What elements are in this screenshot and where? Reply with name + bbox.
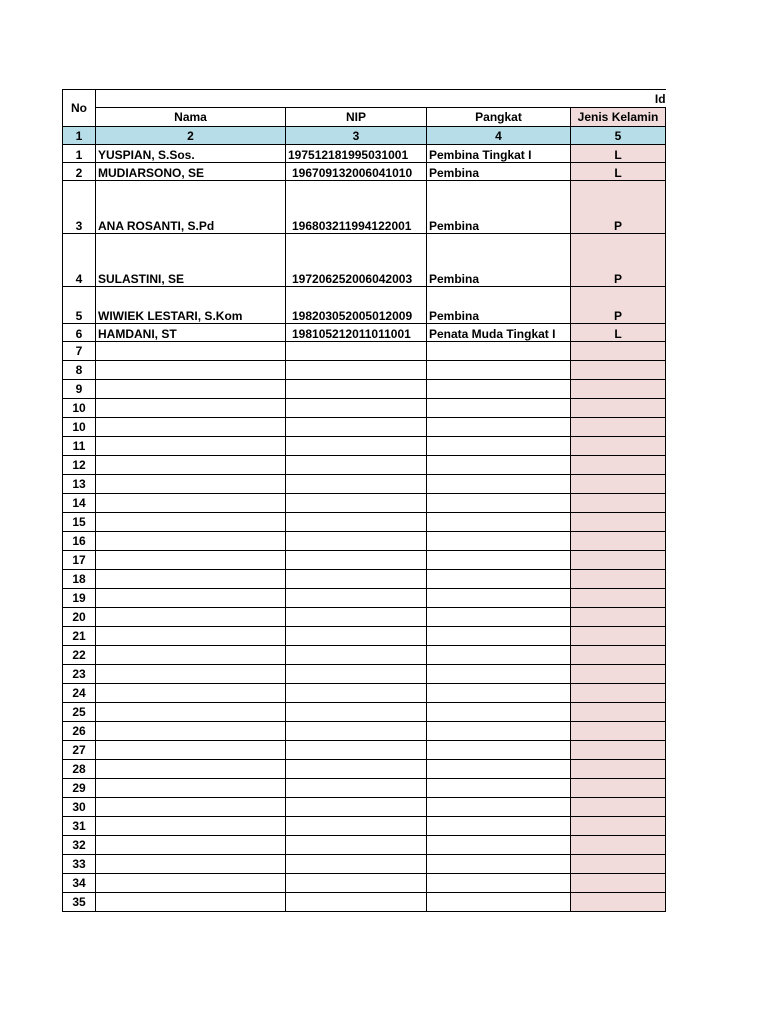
- cell-nama: [96, 551, 286, 570]
- cell-pangkat: [427, 380, 571, 399]
- cell-nip: [286, 513, 427, 532]
- cell-nama: [96, 475, 286, 494]
- cell-jenis-kelamin: P: [571, 181, 666, 234]
- cell-nip: [286, 361, 427, 380]
- cell-nip: [286, 494, 427, 513]
- cell-no: 8: [63, 361, 96, 380]
- cell-nip: 196709132006041010: [286, 163, 427, 181]
- cell-no: 29: [63, 779, 96, 798]
- cell-pangkat: Penata Muda Tingkat I: [427, 324, 571, 342]
- cell-nama: [96, 798, 286, 817]
- cell-jenis-kelamin: [571, 684, 666, 703]
- spreadsheet-table: [62, 89, 666, 912]
- cell-nama: ANA ROSANTI, S.Pd: [96, 181, 286, 234]
- cell-jenis-kelamin: [571, 760, 666, 779]
- cell-pangkat: [427, 456, 571, 475]
- cell-no: 3: [63, 181, 96, 234]
- cell-pangkat: [427, 665, 571, 684]
- table-row: [63, 287, 666, 324]
- cell-jenis-kelamin: [571, 646, 666, 665]
- cell-pangkat: [427, 418, 571, 437]
- cell-no: 35: [63, 893, 96, 912]
- table-row: [63, 342, 666, 361]
- cell-jenis-kelamin: [571, 437, 666, 456]
- cell-jenis-kelamin: [571, 456, 666, 475]
- cell-no: 6: [63, 324, 96, 342]
- cell-pangkat: [427, 817, 571, 836]
- table-row: [63, 570, 666, 589]
- cell-nip: [286, 399, 427, 418]
- table-row: [63, 475, 666, 494]
- cell-pangkat: [427, 608, 571, 627]
- cell-nip: [286, 722, 427, 741]
- column-number-row: [63, 127, 666, 145]
- cell-nama: [96, 779, 286, 798]
- cell-nama: YUSPIAN, S.Sos.: [96, 145, 286, 163]
- cell-no: 7: [63, 342, 96, 361]
- cell-no: 14: [63, 494, 96, 513]
- cell-no: 15: [63, 513, 96, 532]
- cell-nama: [96, 741, 286, 760]
- table-row: [63, 361, 666, 380]
- cell-pangkat: [427, 760, 571, 779]
- cell-nip: [286, 817, 427, 836]
- cell-nama: [96, 456, 286, 475]
- table-row: [63, 893, 666, 912]
- cell-jenis-kelamin: P: [571, 287, 666, 324]
- cell-nip: [286, 646, 427, 665]
- table-row: [63, 234, 666, 287]
- cell-jenis-kelamin: [571, 494, 666, 513]
- cell-pangkat: [427, 855, 571, 874]
- cell-pangkat: [427, 627, 571, 646]
- table-row: [63, 608, 666, 627]
- cell-pangkat: [427, 703, 571, 722]
- cell-pangkat: [427, 589, 571, 608]
- table-row: [63, 380, 666, 399]
- table-row: [63, 646, 666, 665]
- column-number-5: 5: [571, 127, 666, 145]
- table-row: [63, 627, 666, 646]
- cell-no: 10: [63, 399, 96, 418]
- header-group-label: Id: [96, 90, 666, 108]
- cell-no: 4: [63, 234, 96, 287]
- table-row: [63, 874, 666, 893]
- cell-nip: [286, 380, 427, 399]
- header-no: No: [63, 90, 96, 127]
- table-row: [63, 456, 666, 475]
- column-number-1: 1: [63, 127, 96, 145]
- column-number-3: 3: [286, 127, 427, 145]
- table-row: [63, 703, 666, 722]
- cell-nip: [286, 798, 427, 817]
- cell-pangkat: Pembina Tingkat I: [427, 145, 571, 163]
- table-row: [63, 836, 666, 855]
- cell-nip: 198203052005012009: [286, 287, 427, 324]
- cell-jenis-kelamin: [571, 779, 666, 798]
- cell-no: 19: [63, 589, 96, 608]
- cell-nama: [96, 874, 286, 893]
- cell-jenis-kelamin: L: [571, 163, 666, 181]
- cell-jenis-kelamin: [571, 817, 666, 836]
- cell-no: 28: [63, 760, 96, 779]
- table-row: [63, 181, 666, 234]
- cell-pangkat: [427, 342, 571, 361]
- table-row: [63, 513, 666, 532]
- header-row-top: [63, 90, 666, 108]
- table-row: [63, 589, 666, 608]
- cell-pangkat: [427, 570, 571, 589]
- cell-no: 32: [63, 836, 96, 855]
- cell-nama: [96, 361, 286, 380]
- cell-pangkat: [427, 437, 571, 456]
- cell-jenis-kelamin: [571, 380, 666, 399]
- cell-jenis-kelamin: L: [571, 145, 666, 163]
- cell-nip: [286, 760, 427, 779]
- cell-pangkat: [427, 551, 571, 570]
- cell-no: 33: [63, 855, 96, 874]
- cell-no: 17: [63, 551, 96, 570]
- header-nama: Nama: [96, 108, 286, 127]
- cell-no: 27: [63, 741, 96, 760]
- cell-jenis-kelamin: [571, 342, 666, 361]
- cell-nama: [96, 893, 286, 912]
- column-number-4: 4: [427, 127, 571, 145]
- table-row: [63, 532, 666, 551]
- cell-jenis-kelamin: [571, 399, 666, 418]
- cell-nama: [96, 532, 286, 551]
- cell-nip: [286, 874, 427, 893]
- table-row: [63, 741, 666, 760]
- cell-pangkat: Pembina: [427, 234, 571, 287]
- cell-jenis-kelamin: [571, 589, 666, 608]
- cell-nip: [286, 456, 427, 475]
- cell-nama: [96, 608, 286, 627]
- cell-pangkat: [427, 475, 571, 494]
- table-row: [63, 798, 666, 817]
- cell-pangkat: [427, 532, 571, 551]
- header-pangkat: Pangkat: [427, 108, 571, 127]
- cell-jenis-kelamin: [571, 722, 666, 741]
- table-row: [63, 779, 666, 798]
- cell-nama: [96, 513, 286, 532]
- table-row: [63, 145, 666, 163]
- cell-no: 30: [63, 798, 96, 817]
- cell-nip: [286, 342, 427, 361]
- header-row-columns: [63, 108, 666, 127]
- column-number-2: 2: [96, 127, 286, 145]
- cell-no: 20: [63, 608, 96, 627]
- cell-pangkat: [427, 361, 571, 380]
- cell-no: 31: [63, 817, 96, 836]
- cell-nama: SULASTINI, SE: [96, 234, 286, 287]
- cell-nama: [96, 703, 286, 722]
- cell-nama: [96, 760, 286, 779]
- table-row: [63, 855, 666, 874]
- cell-pangkat: [427, 722, 571, 741]
- table-row: [63, 494, 666, 513]
- cell-nama: [96, 570, 286, 589]
- cell-nama: HAMDANI, ST: [96, 324, 286, 342]
- cell-jenis-kelamin: [571, 798, 666, 817]
- cell-nip: [286, 570, 427, 589]
- header-nip: NIP: [286, 108, 427, 127]
- cell-no: 25: [63, 703, 96, 722]
- cell-jenis-kelamin: L: [571, 324, 666, 342]
- cell-no: 5: [63, 287, 96, 324]
- cell-pangkat: [427, 741, 571, 760]
- cell-jenis-kelamin: [571, 703, 666, 722]
- cell-nama: [96, 399, 286, 418]
- cell-pangkat: [427, 513, 571, 532]
- table-row: [63, 163, 666, 181]
- cell-pangkat: [427, 779, 571, 798]
- cell-pangkat: [427, 684, 571, 703]
- cell-jenis-kelamin: [571, 741, 666, 760]
- cell-jenis-kelamin: [571, 836, 666, 855]
- cell-no: 24: [63, 684, 96, 703]
- cell-nama: [96, 646, 286, 665]
- cell-nip: 197206252006042003: [286, 234, 427, 287]
- cell-pangkat: [427, 494, 571, 513]
- table-row: [63, 760, 666, 779]
- cell-nama: [96, 418, 286, 437]
- table-row: [63, 551, 666, 570]
- cell-jenis-kelamin: [571, 475, 666, 494]
- cell-nip: [286, 418, 427, 437]
- cell-no: 22: [63, 646, 96, 665]
- cell-pangkat: [427, 874, 571, 893]
- cell-nama: [96, 627, 286, 646]
- cell-nip: [286, 665, 427, 684]
- cell-nama: [96, 684, 286, 703]
- cell-nama: [96, 342, 286, 361]
- cell-pangkat: Pembina: [427, 163, 571, 181]
- cell-pangkat: [427, 399, 571, 418]
- cell-nama: MUDIARSONO, SE: [96, 163, 286, 181]
- cell-nip: [286, 684, 427, 703]
- cell-no: 34: [63, 874, 96, 893]
- cell-jenis-kelamin: P: [571, 234, 666, 287]
- cell-no: 10: [63, 418, 96, 437]
- cell-nama: [96, 855, 286, 874]
- cell-pangkat: Pembina: [427, 287, 571, 324]
- cell-pangkat: Pembina: [427, 181, 571, 234]
- cell-pangkat: [427, 646, 571, 665]
- cell-nip: [286, 437, 427, 456]
- cell-nip: [286, 608, 427, 627]
- cell-jenis-kelamin: [571, 361, 666, 380]
- cell-nip: [286, 779, 427, 798]
- cell-nip: [286, 532, 427, 551]
- cell-jenis-kelamin: [571, 570, 666, 589]
- cell-nama: [96, 665, 286, 684]
- table-row: [63, 665, 666, 684]
- table-row: [63, 399, 666, 418]
- cell-pangkat: [427, 798, 571, 817]
- cell-jenis-kelamin: [571, 627, 666, 646]
- table-row: [63, 817, 666, 836]
- cell-nip: [286, 741, 427, 760]
- cell-nip: [286, 551, 427, 570]
- cell-no: 13: [63, 475, 96, 494]
- cell-jenis-kelamin: [571, 893, 666, 912]
- cell-jenis-kelamin: [571, 855, 666, 874]
- cell-no: 12: [63, 456, 96, 475]
- cell-no: 23: [63, 665, 96, 684]
- cell-nama: [96, 722, 286, 741]
- cell-no: 9: [63, 380, 96, 399]
- cell-jenis-kelamin: [571, 532, 666, 551]
- table-row: [63, 722, 666, 741]
- cell-no: 16: [63, 532, 96, 551]
- cell-nip: [286, 855, 427, 874]
- table-row: [63, 324, 666, 342]
- cell-nip: [286, 589, 427, 608]
- table-row: [63, 684, 666, 703]
- header-jenis-kelamin: Jenis Kelamin: [571, 108, 666, 127]
- cell-nip: 197512181995031001: [286, 145, 427, 163]
- cell-nama: [96, 817, 286, 836]
- cell-jenis-kelamin: [571, 874, 666, 893]
- cell-nip: 198105212011011001: [286, 324, 427, 342]
- cell-nip: [286, 836, 427, 855]
- cell-no: 18: [63, 570, 96, 589]
- cell-nama: [96, 437, 286, 456]
- cell-nip: [286, 893, 427, 912]
- cell-no: 21: [63, 627, 96, 646]
- cell-nip: 196803211994122001: [286, 181, 427, 234]
- cell-nama: [96, 494, 286, 513]
- cell-jenis-kelamin: [571, 665, 666, 684]
- cell-jenis-kelamin: [571, 418, 666, 437]
- cell-jenis-kelamin: [571, 551, 666, 570]
- cell-nip: [286, 627, 427, 646]
- cell-no: 2: [63, 163, 96, 181]
- cell-nama: [96, 589, 286, 608]
- cell-jenis-kelamin: [571, 513, 666, 532]
- cell-nip: [286, 475, 427, 494]
- cell-nama: [96, 836, 286, 855]
- cell-no: 1: [63, 145, 96, 163]
- cell-no: 11: [63, 437, 96, 456]
- table-row: [63, 437, 666, 456]
- cell-nama: WIWIEK LESTARI, S.Kom: [96, 287, 286, 324]
- cell-no: 26: [63, 722, 96, 741]
- cell-nip: [286, 703, 427, 722]
- table-row: [63, 418, 666, 437]
- cell-jenis-kelamin: [571, 608, 666, 627]
- cell-pangkat: [427, 836, 571, 855]
- cell-pangkat: [427, 893, 571, 912]
- cell-nama: [96, 380, 286, 399]
